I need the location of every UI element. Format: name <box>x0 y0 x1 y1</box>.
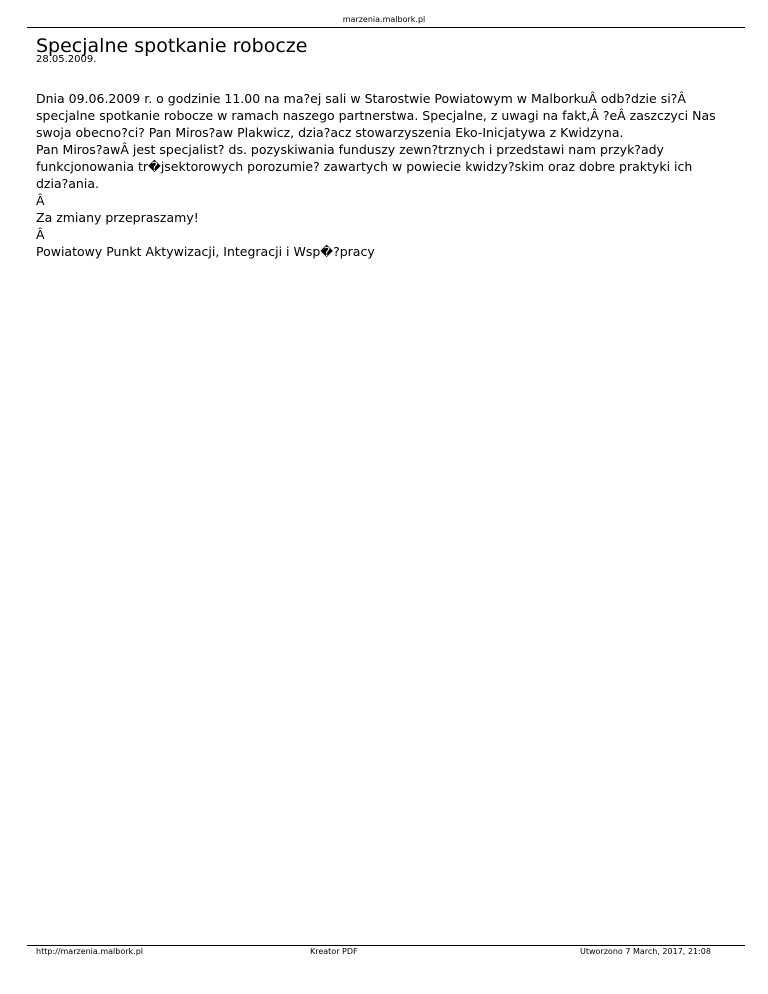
article-signature: Powiatowy Punkt Aktywizacji, Integracji i Wsp�?pracy <box>36 244 375 259</box>
article-body <box>36 90 726 260</box>
article-date: 28.05.2009. <box>36 54 97 65</box>
article-apology: Za zmiany przepraszamy! <box>36 210 199 225</box>
article-title: Specjalne spotkanie robocze <box>36 35 308 57</box>
article-paragraph-2: Pan Miros?awÂ jest specjalist? ds. pozyskiwania funduszy zewn?trznych i przedstawi nam przyk?ady funkcjonowania tr�jsektorowych porozumie? zawartych w powiecie kwidzy?skim oraz dobre praktyki ich dzia?ania. <box>36 142 693 191</box>
footer-url: http://marzenia.malbork.pl <box>36 947 144 956</box>
footer-generator: Kreator PDF <box>310 947 358 956</box>
article-paragraph-1: Dnia 09.06.2009 r. o godzinie 11.00 na ma?ej sali w Starostwie Powiatowym w MalborkuÂ odb?dzie si?Â specjalne spotkanie robocze w ramach naszego partnerstwa. Specjalne, z uwagi na fakt,Â ?eÂ zaszczyci Nas swoja obecno?ci? Pan Miros?aw Plakwicz, dzia?acz stowarzyszenia Eko-Inicjatywa z Kwidzyna. <box>36 91 716 140</box>
article-spacer-2: Â <box>36 227 45 242</box>
header-divider <box>27 27 745 28</box>
footer-divider <box>27 945 745 946</box>
header-site-name: marzenia.malbork.pl <box>342 15 426 24</box>
article-spacer-1: Â <box>36 193 45 208</box>
footer-created: Utworzono 7 March, 2017, 21:08 <box>580 947 711 956</box>
